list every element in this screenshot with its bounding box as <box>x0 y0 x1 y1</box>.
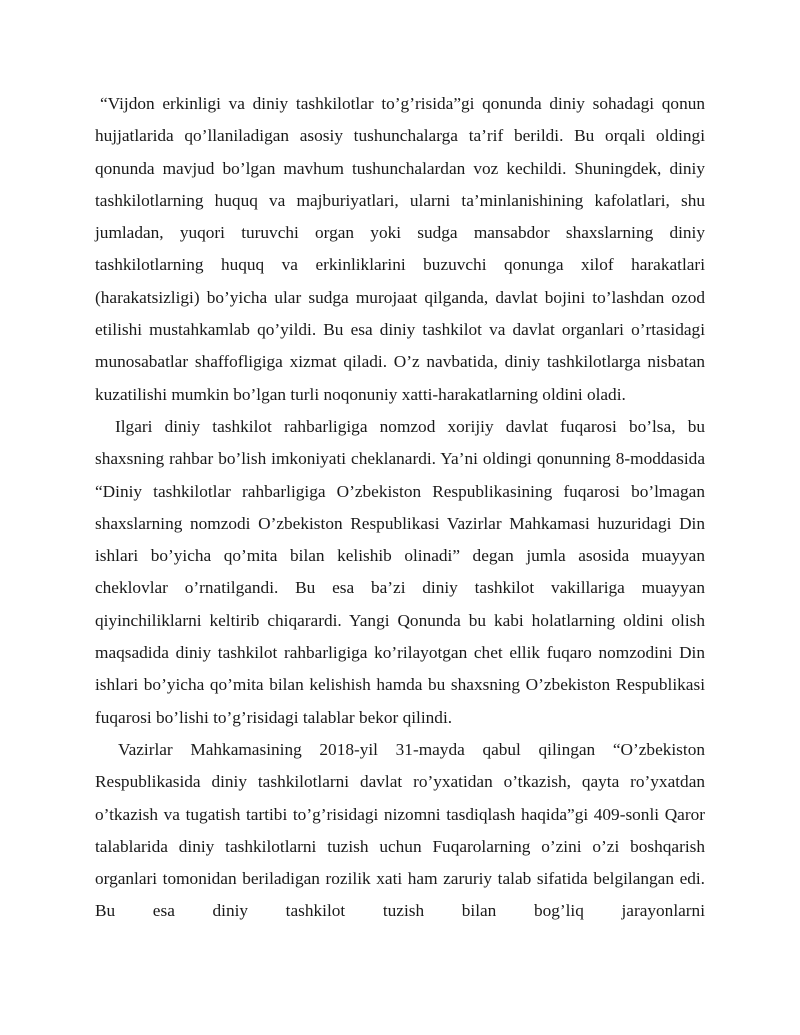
paragraph-1: “Vijdon erkinligi va diniy tashkilotlar to’g’risida”gi qonunda diniy sohadagi qonun hujjatlarida qo’llaniladigan asosiy tushunchalarga ta’rif berildi. Bu orqali oldingi qonunda mavjud bo’lgan mavhum tushunchalardan voz kechildi. Shuningdek, diniy tashkilotlarning huquq va majburiyatlari, ularni ta’minlanishining kafolatlari, shu jumladan, yuqori turuvchi organ yoki sudga mansabdor shaxslarning diniy tashkilotlarning huquq va erkinliklarini buzuvchi qonunga xilof harakatlari (harakatsizligi) bo’yicha ular sudga murojaat qilganda, davlat bojini to’lashdan ozod etilishi mustahkamlab qo’yildi. Bu esa diniy tashkilot va davlat organlari o’rtasidagi munosabatlar shaffofligiga xizmat qiladi. O’z navbatida, diniy tashkilotlarga nisbatan kuzatilishi mumkin bo’lgan turli noqonuniy xatti-harakatlarning oldini oladi. <box>95 94 705 404</box>
paragraph-2: Ilgari diniy tashkilot rahbarligiga nomzod xorijiy davlat fuqarosi bo’lsa, bu shaxsning rahbar bo’lish imkoniyati cheklanardi. Ya’ni oldingi qonunning 8-moddasida “Diniy tashkilotlar rahbarligiga O’zbekiston Respublikasining fuqarosi bo’lmagan shaxslarning nomzodi O’zbekiston Respublikasi Vazirlar Mahkamasi huzuridagi Din ishlari bo’yicha qo’mita bilan kelishib olinadi” degan jumla asosida muayyan cheklovlar o’rnatilgandi. Bu esa ba’zi diniy tashkilot vakillariga muayyan qiyinchiliklarni keltirib chiqarardi. Yangi Qonunda bu kabi holatlarning oldini olish maqsadida diniy tashkilot rahbarligiga ko’rilayotgan chet ellik fuqaro nomzodini Din ishlari bo’yicha qo’mita bilan kelishish hamda bu shaxsning O’zbekiston Respublikasi fuqarosi bo’lishi to’g’risidagi talablar bekor qilindi. <box>95 416 705 727</box>
document-page <box>95 88 705 928</box>
paragraph-3: Vazirlar Mahkamasining 2018-yil 31-mayda qabul qilingan “O’zbekiston Respublikasida diniy tashkilotlarni davlat ro’yxatidan o’tkazish, qayta ro’yxatdan o’tkazish va tugatish tartibi to’g’risidagi nizomni tasdiqlash haqida”gi 409-sonli Qaror talablarida diniy tashkilotlarni tuzish uchun Fuqarolarning o’zini o’zi boshqarish organlari tomonidan beriladigan rozilik xati ham zaruriy talab sifatida belgilangan edi. Bu esa diniy tashkilot tuzish bilan bog’liq jarayonlarni <box>95 739 705 921</box>
